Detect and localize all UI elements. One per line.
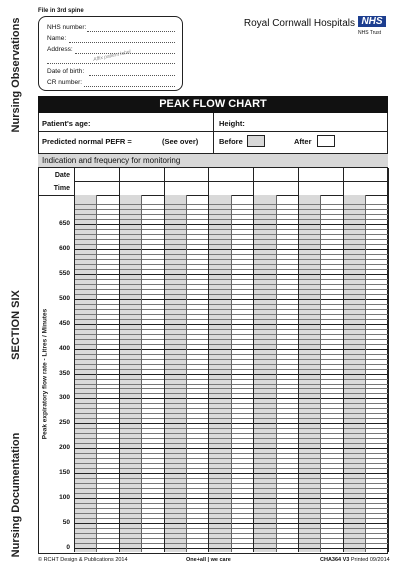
name-label: Name: (47, 35, 67, 42)
form-code-id: CHA364 V3 (320, 557, 350, 563)
cr-number-line (84, 86, 175, 87)
grid-vline (74, 168, 75, 552)
grid-vline (253, 168, 254, 552)
y-tick-label: 200 (59, 444, 70, 452)
y-axis-title: Peak expiratory flow rate - Litres / Minutes (41, 308, 49, 440)
patient-age-label: Patient's age: (42, 119, 91, 128)
date-label: Date (54, 172, 70, 179)
grid-vline (96, 195, 97, 552)
nhs-number-line (87, 31, 175, 32)
grid-vline (276, 195, 277, 552)
side-label-middle (0, 270, 32, 380)
nhs-trust-label: NHS Trust (358, 30, 382, 36)
section-six-label: SECTION SIX (10, 290, 22, 360)
after-box[interactable] (317, 135, 335, 147)
affix-label-hint: Affix patient label (92, 49, 132, 63)
indication-label: Indication and frequency for monitoring (42, 156, 181, 165)
grid-vline (320, 195, 321, 552)
time-label: Time (53, 185, 70, 192)
y-tick-label: 150 (59, 469, 70, 477)
before-label: Before (219, 137, 243, 146)
y-tick-label: 400 (59, 344, 70, 352)
org-name: Royal Cornwall Hospitals (243, 18, 355, 29)
y-tick-label: 250 (59, 419, 70, 427)
chart-title: PEAK FLOW CHART (38, 96, 388, 113)
y-tick-label: 300 (59, 394, 70, 402)
y-tick-label: 550 (59, 269, 70, 277)
dob-line (89, 75, 175, 76)
indication-bar (38, 153, 388, 168)
pefr-label: Predicted normal PEFR = (42, 137, 132, 146)
grid-vline (141, 195, 142, 552)
address-label: Address: (47, 46, 73, 53)
grid-vline (388, 168, 389, 552)
printed-date: Printed 09/2014 (350, 557, 390, 563)
y-tick-label: 0 (66, 544, 70, 551)
y-tick-label: 350 (59, 369, 70, 377)
y-tick-label: 600 (59, 244, 70, 252)
side-label-bottom (0, 420, 32, 570)
y-tick-label: 100 (59, 494, 70, 502)
name-line (69, 42, 175, 43)
grid-vline (164, 168, 165, 552)
form-code (320, 557, 390, 563)
nhs-number-label: NHS number: (47, 24, 87, 31)
grid-vline (298, 168, 299, 552)
after-label: After (294, 137, 312, 146)
nhs-logo: NHS (358, 16, 386, 27)
address-line-2 (47, 63, 175, 64)
grid-vline (186, 195, 187, 552)
motto: One+all | we care (186, 557, 231, 563)
height-label: Height: (219, 119, 245, 128)
see-over-label: (See over) (162, 137, 199, 146)
grid-vline (119, 168, 120, 552)
grid-vline (343, 168, 344, 552)
nursing-documentation-label: Nursing Documentation (10, 432, 22, 558)
y-tick-label: 450 (59, 319, 70, 327)
nursing-observations-label: Nursing Observations (10, 17, 22, 133)
date-time-divider (74, 181, 388, 182)
cr-number-label: CR number: (47, 79, 83, 86)
before-box[interactable] (247, 135, 265, 147)
grid-vline (231, 195, 232, 552)
grid-vline (365, 195, 366, 552)
spine-note: File in 3rd spine (38, 8, 84, 14)
y-tick-label: 500 (59, 294, 70, 302)
dob-label: Date of birth: (47, 68, 85, 75)
info-col-divider (213, 113, 214, 153)
copyright: © RCHT Design & Publications 2014 (38, 557, 128, 563)
patient-details-box (38, 16, 183, 91)
y-tick-label: 650 (59, 220, 70, 227)
grid-vline (208, 168, 209, 552)
y-tick-label: 50 (62, 519, 70, 527)
side-label-top (0, 0, 32, 150)
